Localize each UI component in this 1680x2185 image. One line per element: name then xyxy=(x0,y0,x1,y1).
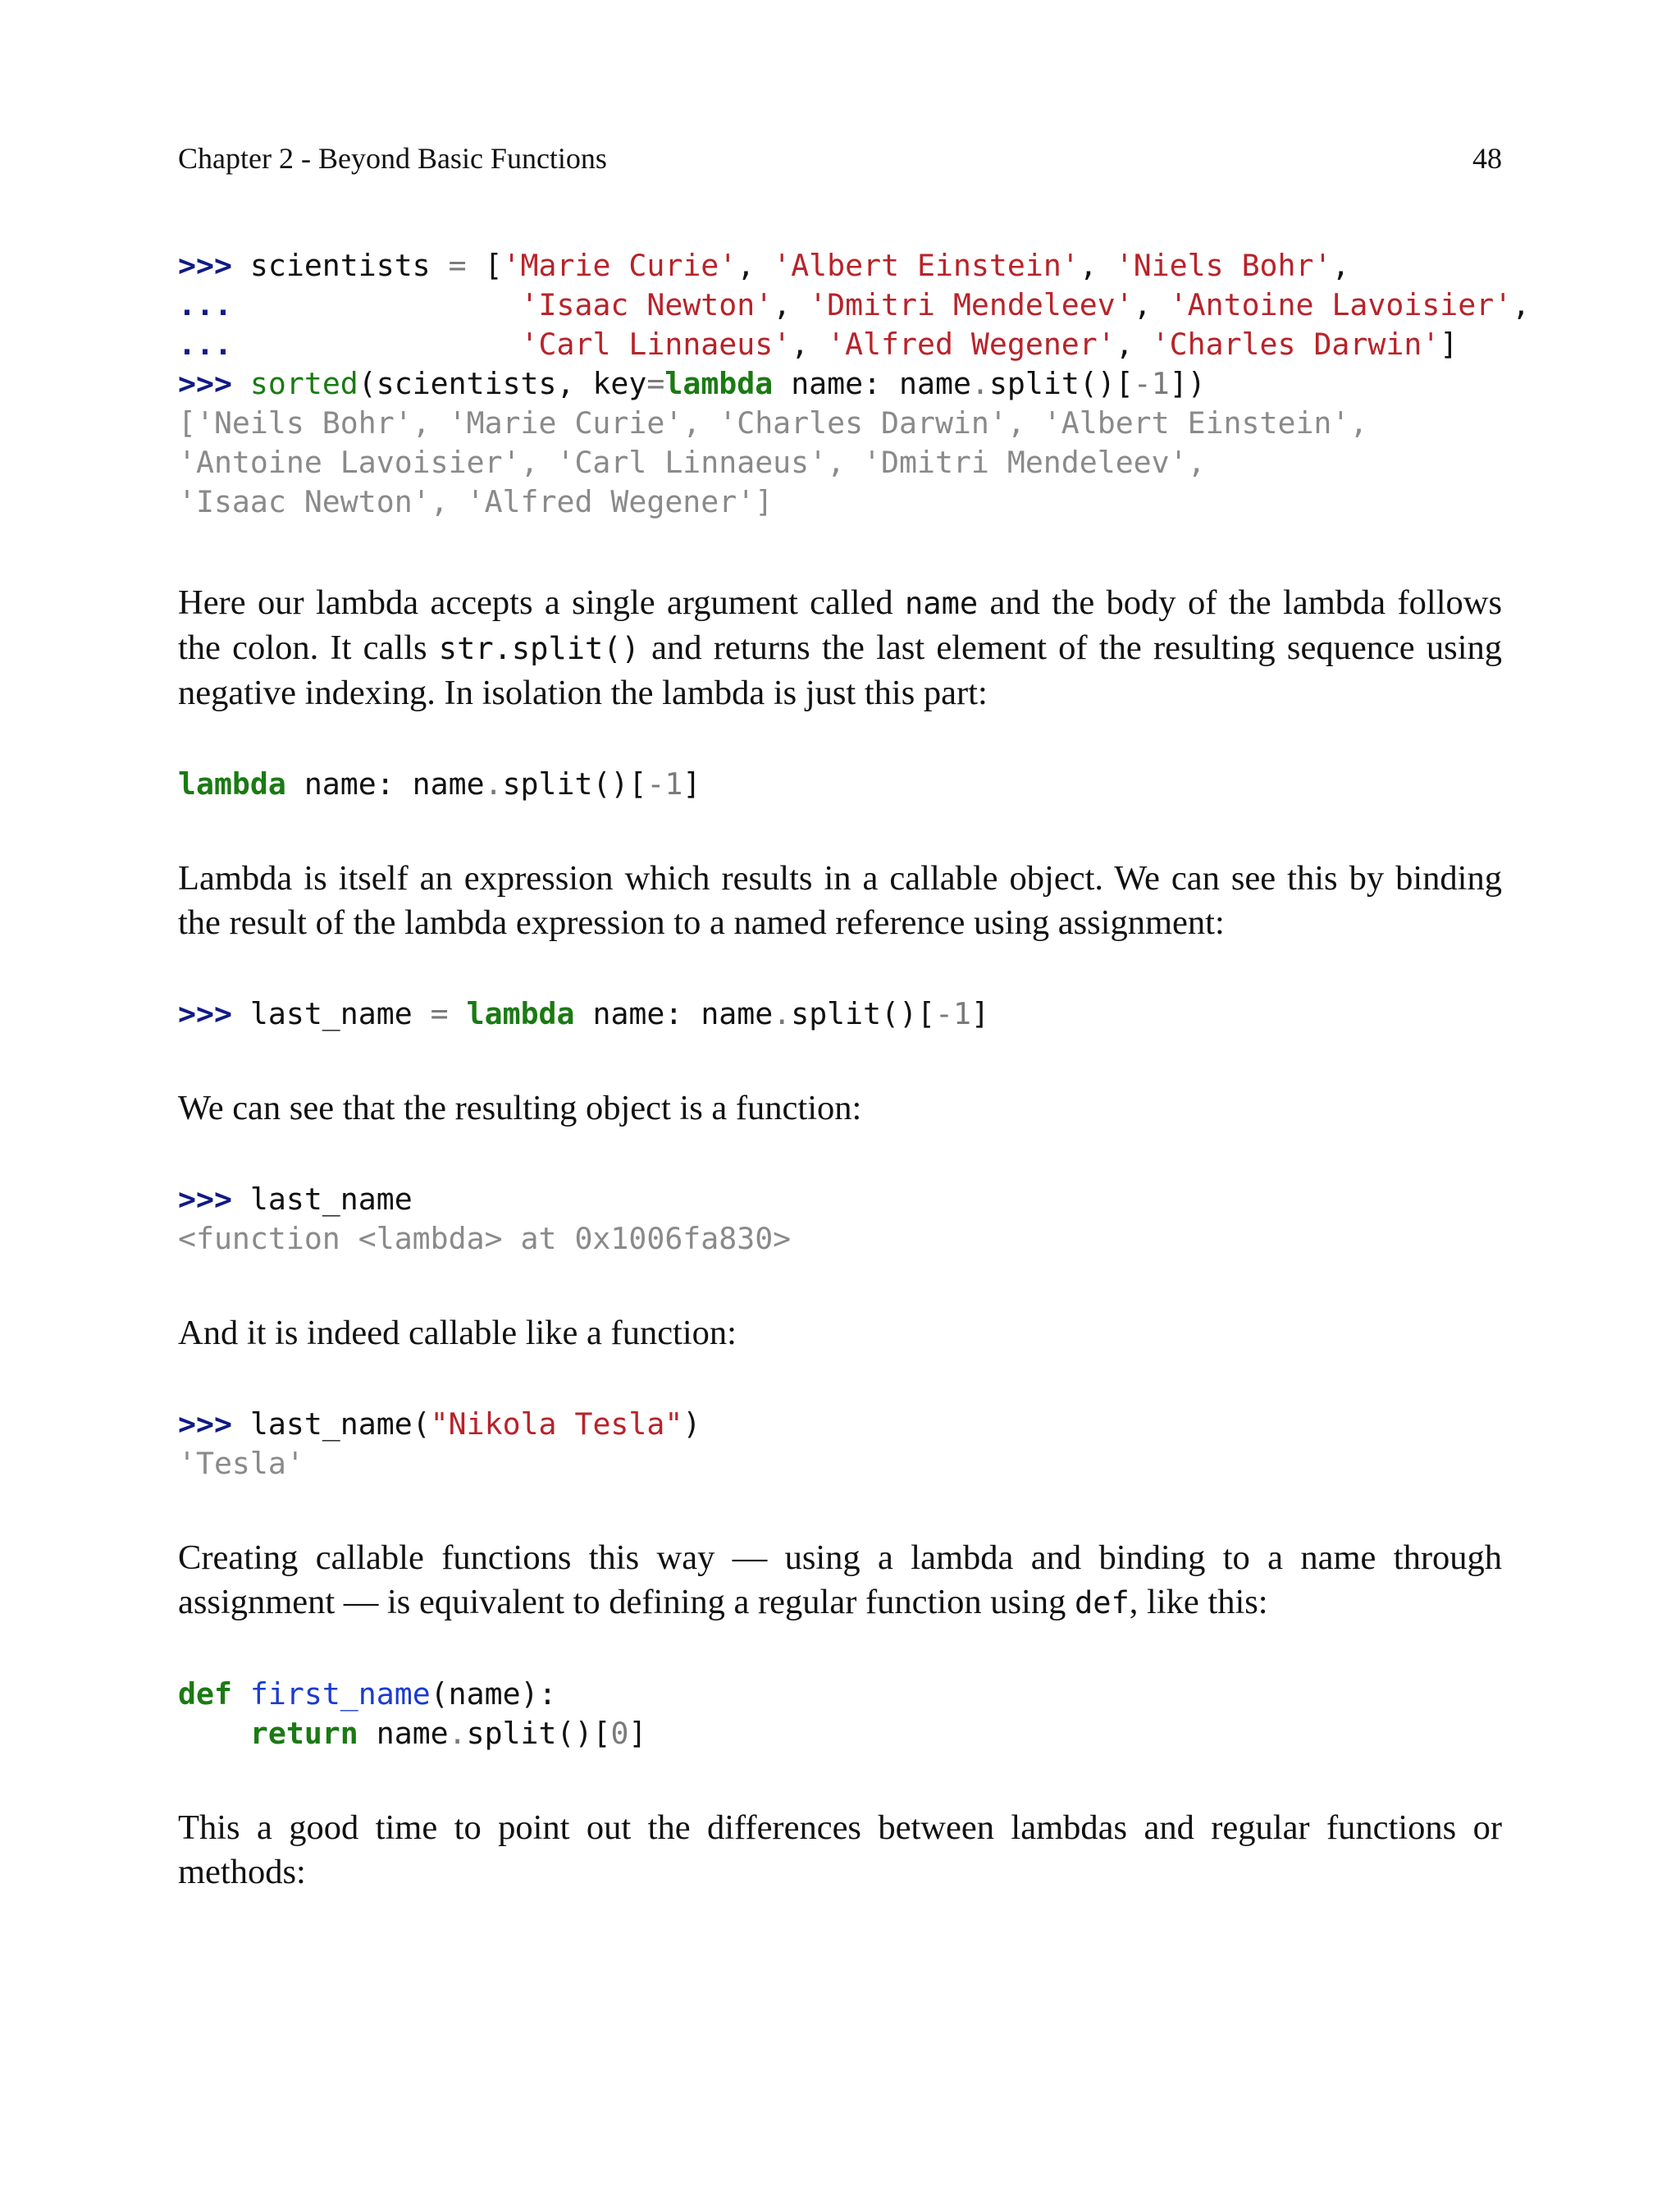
code-block-lambda-part xyxy=(178,765,1502,804)
code-output-line: 'Antoine Lavoisier', 'Carl Linnaeus', 'Dmitri Mendeleev', xyxy=(178,445,1206,480)
code-line: return name.split()[0] xyxy=(249,1716,647,1751)
paragraph-lambda-explanation: Here our lambda accepts a single argument called name and the body of the lambda follows the colon. It calls str.split() and returns the last element of the resulting sequence using negative indexing. In isolation the lambda is just this part: xyxy=(178,583,1503,712)
code-line: >>> scientists = ['Marie Curie', 'Albert Einstein', 'Niels Bohr', xyxy=(178,248,1350,283)
code-line: def first_name(name): xyxy=(178,1676,557,1712)
paragraph-equivalent-def: Creating callable functions this way — using a lambda and binding to a name through assignment — is equivalent to defining a regular function using def, like this: xyxy=(178,1538,1502,1621)
code-line: >>> last_name = lambda name: name.split()[-1] xyxy=(178,996,989,1031)
page-header xyxy=(178,141,1502,176)
page-number: 48 xyxy=(1472,142,1502,175)
code-line: lambda name: name.split()[-1] xyxy=(178,766,701,802)
paragraph-lambda-expression: Lambda is itself an expression which results in a callable object. We can see this by binding the result of the lambda expression to a named reference using assignment: xyxy=(178,859,1502,942)
code-output-line: ['Neils Bohr', 'Marie Curie', 'Charles Darwin', 'Albert Einstein', xyxy=(178,405,1368,441)
code-line: ... 'Carl Linnaeus', 'Alfred Wegener', 'Charles Darwin'] xyxy=(178,327,1459,362)
code-block-call-tesla xyxy=(178,1405,1502,1483)
code-block-assignment xyxy=(178,994,1502,1034)
paragraph-resulting-object: We can see that the resulting object is a function: xyxy=(178,1089,862,1127)
paragraph-callable: And it is indeed callable like a function: xyxy=(178,1314,737,1352)
code-block-last-name-repr xyxy=(178,1180,1502,1259)
chapter-title: Chapter 2 - Beyond Basic Functions xyxy=(178,142,607,175)
code-output-line: 'Tesla' xyxy=(178,1446,304,1481)
code-line: >>> sorted(scientists, key=lambda name: name.split()[-1]) xyxy=(178,366,1206,401)
page-content xyxy=(178,246,1531,1895)
code-block-sorted-scientists xyxy=(178,246,1531,522)
code-line: >>> last_name("Nikola Tesla") xyxy=(178,1406,701,1442)
code-output-line: <function <lambda> at 0x1006fa830> xyxy=(178,1221,792,1256)
paragraph-differences: This a good time to point out the differences between lambdas and regular functions or methods: xyxy=(178,1808,1502,1891)
code-block-def-first-name xyxy=(178,1675,1502,1753)
code-output-line: 'Isaac Newton', 'Alfred Wegener'] xyxy=(178,484,774,519)
code-line: >>> last_name xyxy=(178,1182,413,1217)
code-line: ... 'Isaac Newton', 'Dmitri Mendeleev', 'Antoine Lavoisier', xyxy=(178,287,1531,322)
